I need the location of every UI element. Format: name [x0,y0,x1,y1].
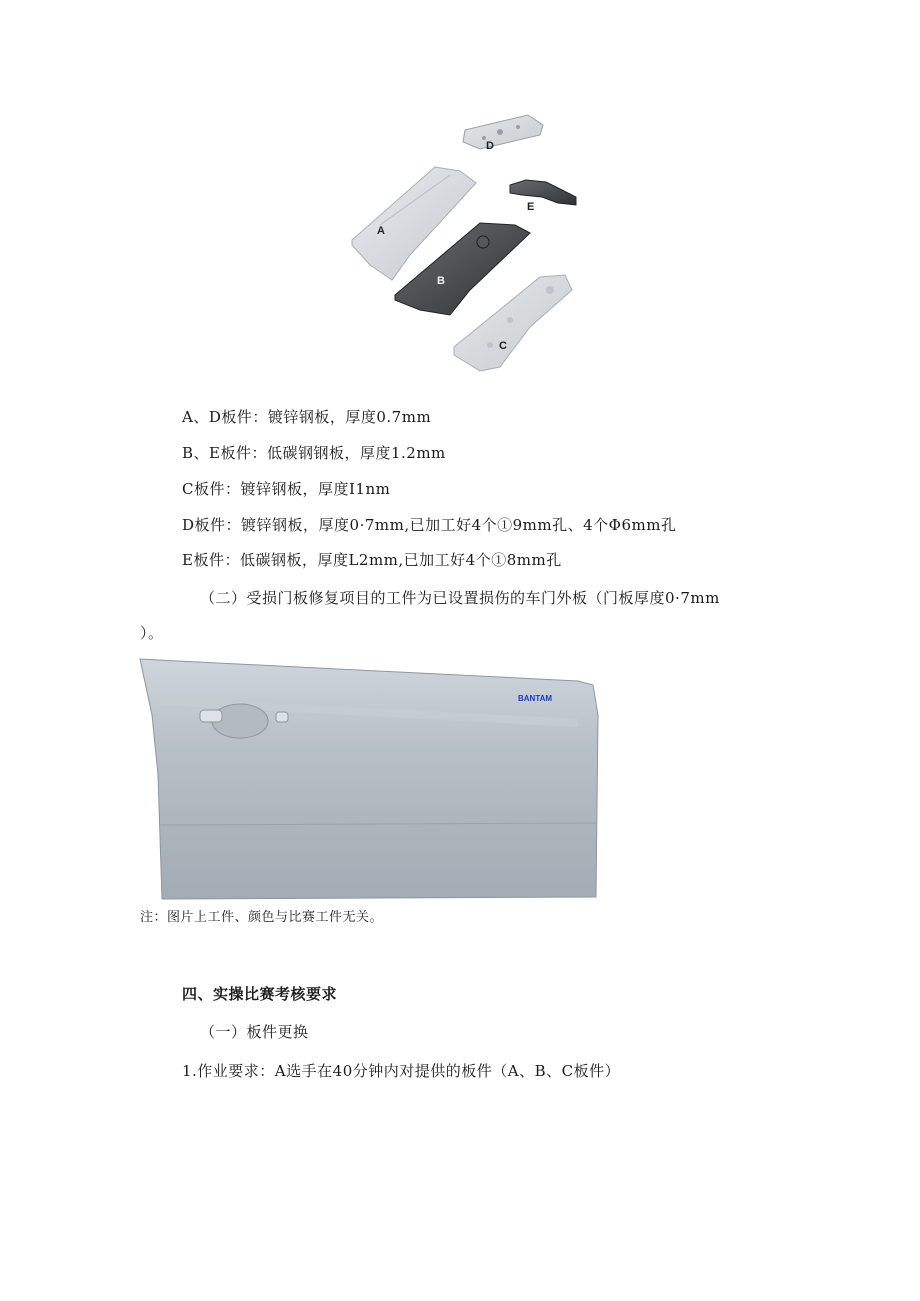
paragraph-door-panel: （二）受损门板修复项目的工件为已设置损伤的车门外板（门板厚度0·7mm [200,589,720,607]
part-b-label: B [437,275,445,287]
door-panel-figure [138,655,603,903]
part-c-shape [454,275,572,371]
part-d-label: D [486,140,494,152]
paragraph-door-panel-end: ）。 [140,624,164,642]
part-c-label: C [499,340,507,352]
part-d-shape [463,115,543,149]
panel-parts-figure [350,105,580,373]
part-e-shape [510,180,576,205]
spec-line-a-d: A、D板件：镀锌钢板，厚度0.7mm [182,408,432,426]
door-brand-label: BANTAM [518,694,553,703]
spec-line-e: E板件：低碳钢板，厚度L2mm,已加工好4个①8mm孔 [182,551,562,569]
spec-line-d: D板件：镀锌钢板，厚度0·7mm,已加工好4个①9mm孔、4个Φ6mm孔 [182,516,677,534]
section-heading: 四、实操比赛考核要求 [182,985,338,1003]
work-requirement-item: 1.作业要求：A选手在40分钟内对提供的板件（A、B、C板件） [182,1062,621,1080]
spec-line-c: C板件：镀锌钢板，厚度I1nm [182,480,391,498]
part-e-label: E [527,201,535,213]
part-a-label: A [377,225,385,237]
subsection-heading: （一）板件更换 [200,1023,309,1041]
figure-note: 注：图片上工件、颜色与比赛工件无关。 [140,910,384,925]
spec-line-b-e: B、E板件：低碳钢钢板，厚度1.2mm [182,444,446,462]
